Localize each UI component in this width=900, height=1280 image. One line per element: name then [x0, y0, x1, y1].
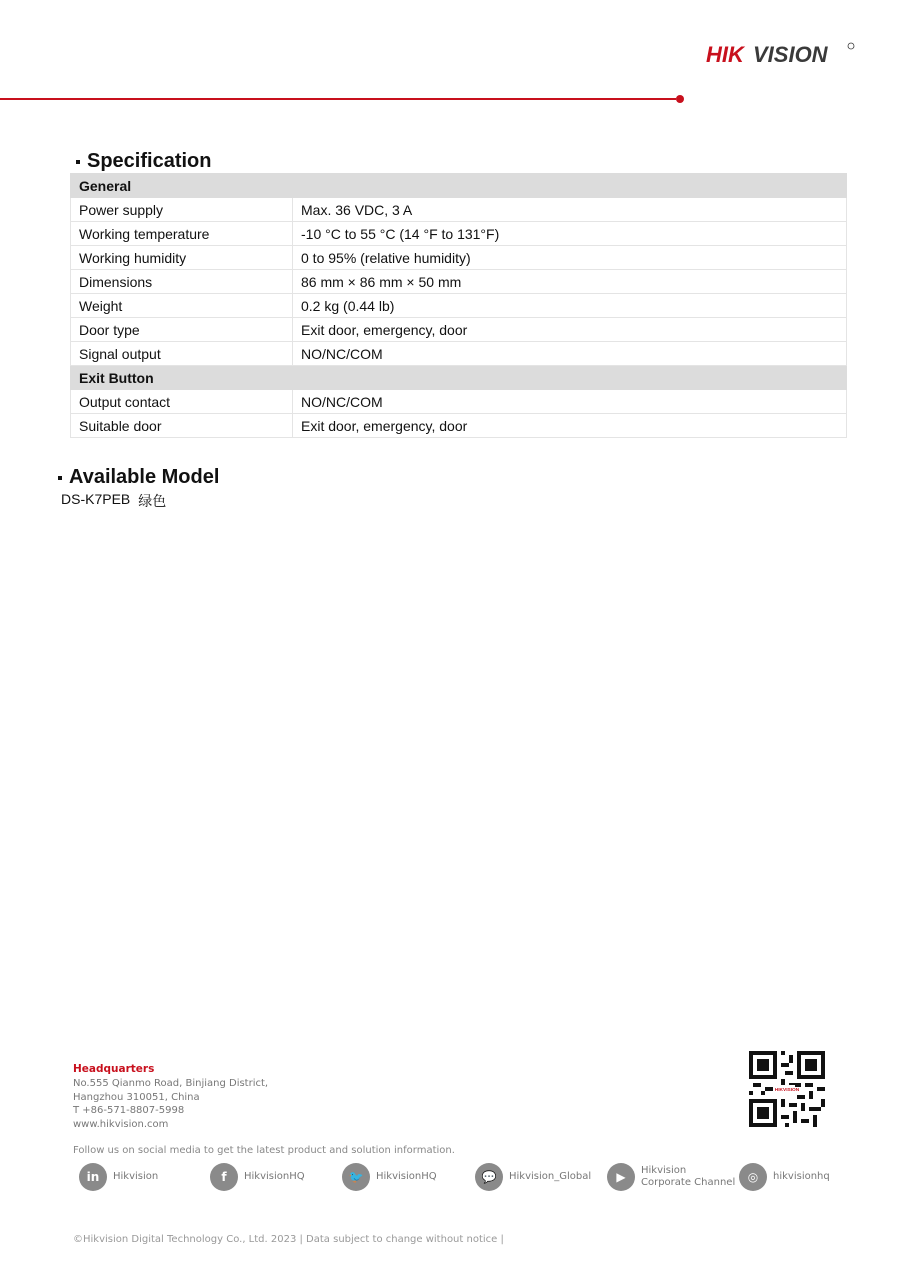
linkedin-icon: in	[79, 1163, 107, 1191]
social-label: Hikvision	[113, 1171, 159, 1182]
social-label: hikvisionhq	[773, 1171, 830, 1182]
spec-key: Door type	[71, 318, 293, 342]
spec-key: Signal output	[71, 342, 293, 366]
spec-value: 86 mm × 86 mm × 50 mm	[293, 270, 847, 294]
spec-key: Working temperature	[71, 222, 293, 246]
spec-key: Dimensions	[71, 270, 293, 294]
table-row	[71, 390, 847, 414]
model-entry	[61, 491, 166, 511]
hq-title: Headquarters	[73, 1063, 155, 1075]
facebook-icon: f	[210, 1163, 238, 1191]
social-instagram[interactable]	[739, 1163, 830, 1191]
logo-text-vision: VISION	[753, 42, 828, 67]
logo-text-hik: HIK	[706, 42, 744, 67]
header-rule	[0, 98, 676, 100]
table-row	[71, 270, 847, 294]
specification-table	[70, 173, 847, 438]
hikvision-logo	[706, 41, 856, 67]
spec-key: Output contact	[71, 390, 293, 414]
social-label: HikvisionHQ	[376, 1171, 437, 1182]
spec-value: NO/NC/COM	[293, 390, 847, 414]
wechat-icon: 💬	[475, 1163, 503, 1191]
follow-text: Follow us on social media to get the latest product and solution information.	[73, 1145, 455, 1156]
table-row	[71, 198, 847, 222]
bullet-icon	[58, 476, 62, 480]
spec-value: Exit door, emergency, door	[293, 318, 847, 342]
table-row	[71, 318, 847, 342]
specification-title: Specification	[87, 150, 212, 172]
spec-key: Weight	[71, 294, 293, 318]
specification-heading	[76, 150, 211, 173]
model-number: DS-K7PEB	[61, 491, 131, 507]
spec-value: 0.2 kg (0.44 lb)	[293, 294, 847, 318]
group-row-general	[71, 174, 847, 198]
address-line: No.555 Qianmo Road, Binjiang District,	[73, 1078, 269, 1089]
spec-value: Max. 36 VDC, 3 A	[293, 198, 847, 222]
spec-key: Suitable door	[71, 414, 293, 438]
spec-value: Exit door, emergency, door	[293, 414, 847, 438]
spec-key: Working humidity	[71, 246, 293, 270]
bullet-icon	[76, 160, 80, 164]
hq-address	[73, 1077, 268, 1131]
youtube-icon: ▶	[607, 1163, 635, 1191]
spec-key: Power supply	[71, 198, 293, 222]
table-row	[71, 294, 847, 318]
model-variant: 绿色	[138, 493, 167, 509]
social-wechat[interactable]	[475, 1163, 591, 1191]
table-row	[71, 342, 847, 366]
spec-value: -10 °C to 55 °C (14 °F to 131°F)	[293, 222, 847, 246]
table-row	[71, 414, 847, 438]
qr-logo-text: HIKVISION	[774, 1088, 800, 1093]
group-label: General	[71, 174, 847, 198]
spec-value: NO/NC/COM	[293, 342, 847, 366]
social-twitter[interactable]	[342, 1163, 437, 1191]
instagram-icon: ◎	[739, 1163, 767, 1191]
twitter-icon: 🐦	[342, 1163, 370, 1191]
headquarters-block	[73, 1063, 268, 1131]
address-line: T +86-571-8807-5998	[73, 1105, 185, 1116]
social-label: HikvisionHQ	[244, 1171, 305, 1182]
spec-value: 0 to 95% (relative humidity)	[293, 246, 847, 270]
table-row	[71, 222, 847, 246]
table-row	[71, 246, 847, 270]
social-label	[641, 1165, 735, 1189]
social-facebook[interactable]	[210, 1163, 305, 1191]
address-line: Hangzhou 310051, China	[73, 1091, 200, 1103]
social-label: Hikvision_Global	[509, 1171, 592, 1182]
social-youtube[interactable]	[607, 1163, 735, 1191]
available-model-title: Available Model	[69, 466, 220, 488]
header-rule-dot	[676, 95, 684, 103]
social-label-line: Corporate Channel	[641, 1177, 736, 1188]
copyright-text: ©Hikvision Digital Technology Co., Ltd. 2023 | Data subject to change without notice |	[73, 1234, 504, 1245]
qr-code-icon	[749, 1051, 825, 1127]
social-linkedin[interactable]	[79, 1163, 158, 1191]
website-link[interactable]: www.hikvision.com	[73, 1118, 169, 1130]
group-row-exit-button	[71, 366, 847, 390]
social-label-line: Hikvision	[641, 1165, 687, 1176]
group-label: Exit Button	[71, 366, 847, 390]
available-model-heading	[58, 466, 219, 489]
